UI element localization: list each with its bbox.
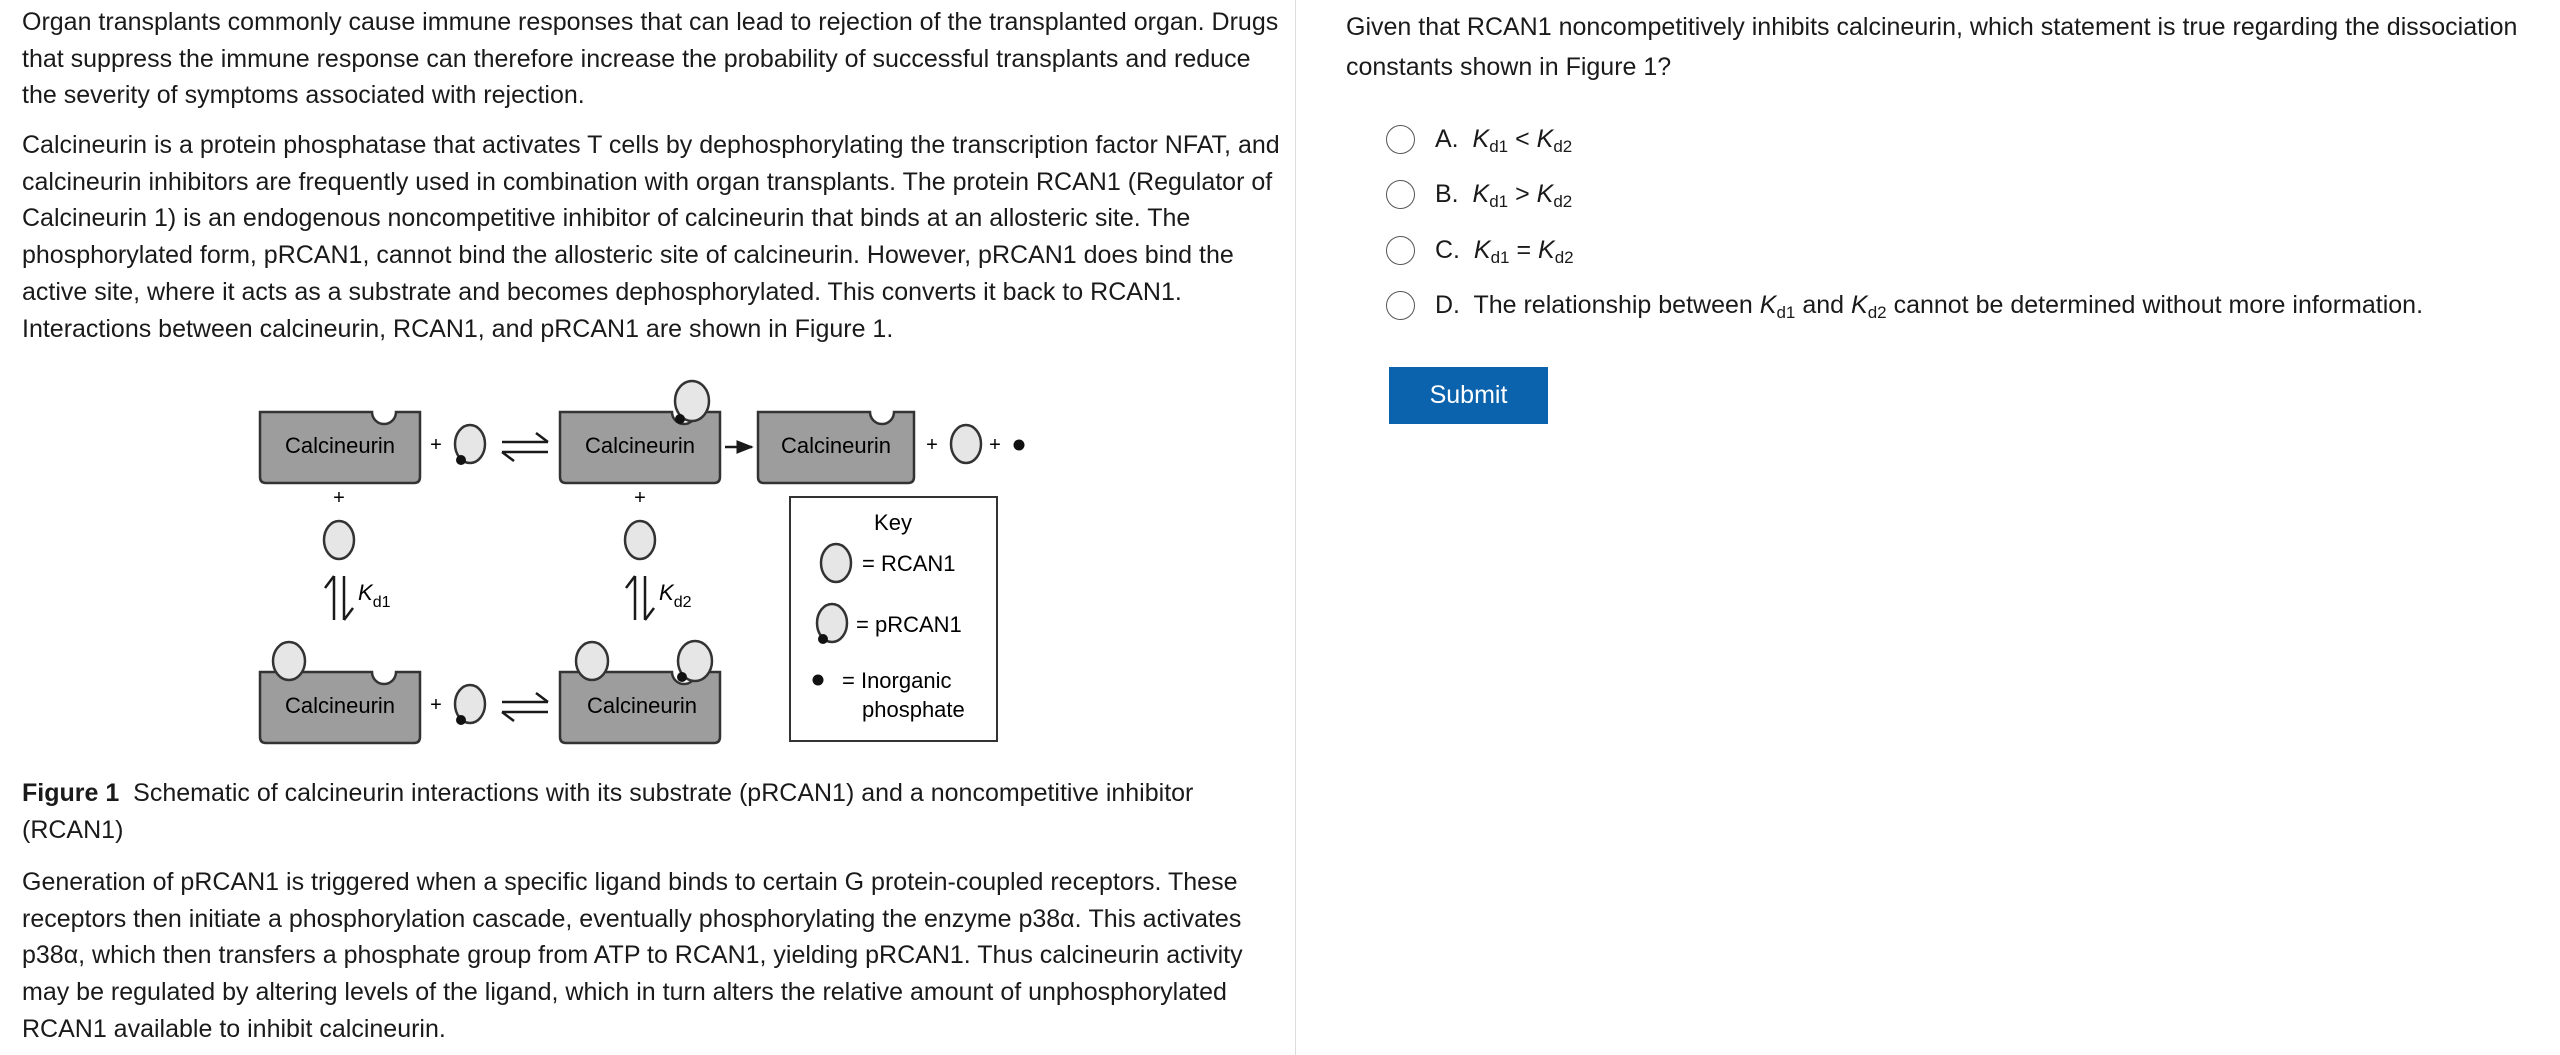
calcineurin-free	[260, 412, 420, 483]
calcineurin-rcan1-complex	[260, 642, 420, 743]
prcan1-molecule	[455, 685, 485, 725]
rcan1-molecule	[625, 521, 655, 559]
calcineurin-prcan1-complex	[560, 381, 720, 483]
kd2-equilibrium-arrows	[626, 576, 654, 620]
prcan1-molecule	[455, 425, 485, 465]
key-phosphate-label-line2: phosphate	[862, 697, 965, 722]
key-phosphate-symbol	[813, 675, 824, 686]
kd2-label: $K_{d2}$	[659, 580, 692, 611]
plus-sign: +	[430, 434, 442, 456]
calcineurin-rcan1-prcan1-complex	[560, 641, 720, 743]
calcineurin-label: Calcineurin	[780, 433, 892, 458]
rcan1-molecule	[951, 425, 981, 463]
passage-paragraph-2: Calcineurin is a protein phosphatase that activates T cells by dephosphorylating the transcription factor NFAT, and calcineurin inhibitors are frequently used in combination with organ transplants. The protein RCAN1 (Regulator of Calcineurin 1) is an endogenous noncompetitive inhibitor of calcineurin that binds at an allosteric site. The phosphorylated form, pRCAN1, cannot bind the allosteric site of calcineurin. However, pRCAN1 does bind the active site, where it acts as a substrate and becomes dephosphorylated. This converts it back to RCAN1. Interactions between calcineurin, RCAN1, and pRCAN1 are shown in Figure 1.	[22, 131, 1280, 343]
passage-paragraph-3: Generation of pRCAN1 is triggered when a specific ligand binds to certain G protein-coupled receptors. These receptors then initiate a phosphorylation cascade, eventually phosphorylating the enzyme p38α. This activates p38α, which then transfers a phosphate group from ATP to RCAN1, yielding pRCAN1. Thus calcineurin activity may be regulated by altering levels of the ligand, which in turn alters the relative amount of unphosphorylated RCAN1 available to inhibit calcineurin.	[22, 868, 1243, 1043]
plus-sign: +	[926, 434, 938, 456]
figure-caption-text: Schematic of calcineurin interactions with its substrate (pRCAN1) and a noncompetitive inhibitor (RCAN1)	[22, 779, 1194, 844]
choice-c-radio[interactable]	[1386, 236, 1415, 265]
calcineurin-regenerated	[758, 412, 914, 483]
calcineurin-label: Calcineurin	[584, 433, 696, 458]
phosphate-dot	[1014, 440, 1025, 451]
plus-sign: +	[634, 487, 646, 509]
figure-1-diagram	[0, 0, 1296, 760]
question-stem: Given that RCAN1 noncompetitively inhibits calcineurin, which statement is true regarding the dissociation constants shown in Figure 1?	[1346, 13, 2518, 81]
key-prcan1-label: = pRCAN1	[856, 612, 962, 637]
figure-caption	[22, 775, 1282, 848]
key-rcan1-label: = RCAN1	[862, 551, 956, 576]
calcineurin-label: Calcineurin	[284, 433, 396, 458]
choice-b[interactable]	[1386, 176, 1572, 212]
calcineurin-label: Calcineurin	[284, 693, 396, 718]
choice-a[interactable]	[1386, 121, 1572, 157]
rcan1-molecule	[324, 521, 354, 559]
key-rcan1-symbol	[821, 544, 851, 582]
choice-d-text: D. The relationship between $K_{d1}$ and $K_{d2}$ cannot be determined without more information.	[1435, 290, 2424, 322]
plus-sign: +	[989, 434, 1001, 456]
equilibrium-arrows	[502, 693, 548, 721]
key-title: Key	[874, 510, 912, 535]
figure-caption-label: Figure 1	[22, 779, 120, 807]
key-phosphate-label-line1: = Inorganic	[842, 668, 952, 693]
figure-key	[790, 497, 997, 741]
submit-button[interactable]: Submit	[1389, 367, 1548, 424]
choice-a-radio[interactable]	[1386, 125, 1415, 154]
choice-a-text: A. $K_{d1} < K_{d2}$	[1435, 124, 1573, 156]
plus-sign: +	[430, 694, 442, 716]
kd1-equilibrium-arrows	[325, 576, 353, 620]
passage-paragraph-1: Organ transplants commonly cause immune responses that can lead to rejection of the transplanted organ. Drugs that suppress the immune response can therefore increase the probability of successful transplants and reduce the severity of symptoms associated with rejection.	[22, 8, 1279, 110]
choice-c[interactable]	[1386, 232, 1574, 268]
choice-b-text: B. $K_{d1} > K_{d2}$	[1435, 179, 1573, 211]
equilibrium-arrows	[502, 433, 548, 461]
calcineurin-label: Calcineurin	[586, 693, 698, 718]
choice-d-radio[interactable]	[1386, 291, 1415, 320]
choice-b-radio[interactable]	[1386, 180, 1415, 209]
choice-c-text: C. $K_{d1} = K_{d2}$	[1435, 235, 1574, 267]
choice-d[interactable]	[1386, 287, 2423, 323]
kd1-label: $K_{d1}$	[358, 580, 391, 611]
plus-sign: +	[333, 487, 345, 509]
